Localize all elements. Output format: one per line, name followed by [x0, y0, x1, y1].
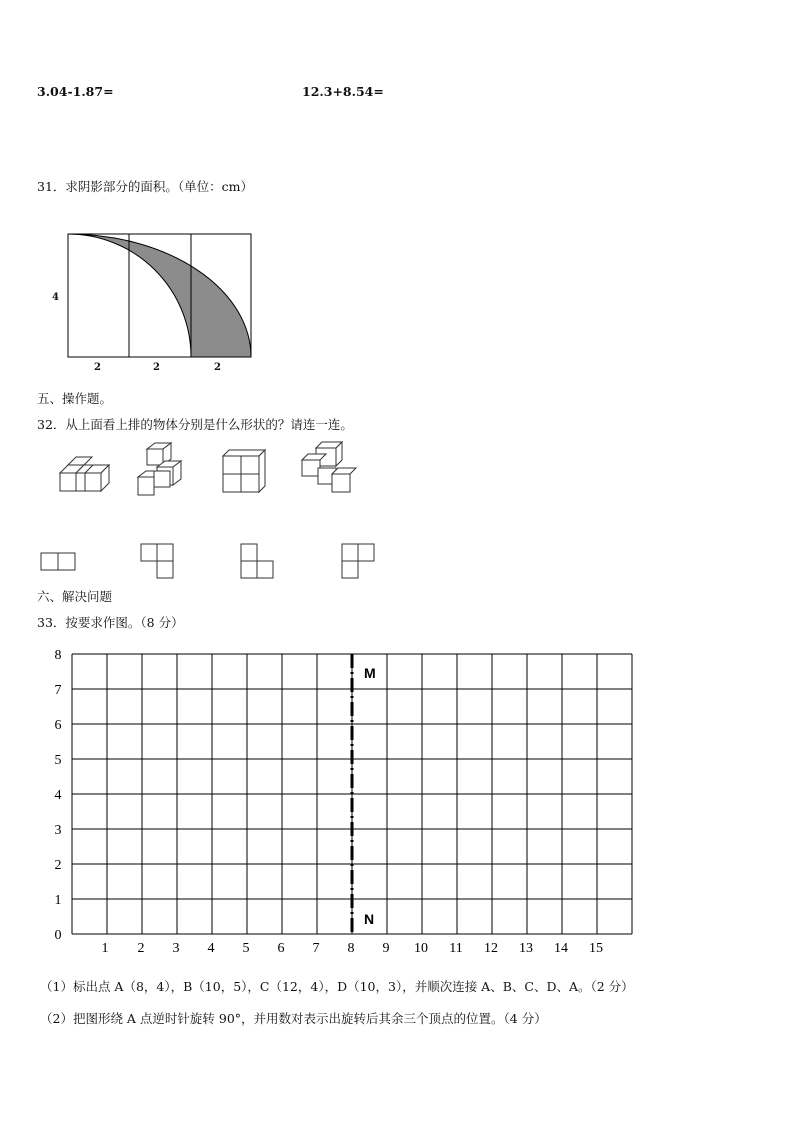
y-axis-tick-label: 4 — [54, 788, 62, 803]
question-33-part-1: （1）标出点 A（8，4），B（10，5），C（12，4），D（10，3），并顺次连接 A、B、C、D、A。（2 分） — [40, 979, 634, 994]
bottom-label-2: 2 — [153, 362, 160, 373]
y-axis-tick-label: 1 — [54, 893, 62, 908]
shaded-region — [68, 234, 251, 357]
x-axis-tick-label: 10 — [414, 941, 428, 956]
x-axis-tick-label: 14 — [554, 941, 568, 956]
top-view-shape-1 — [40, 552, 80, 574]
height-label: 4 — [52, 292, 59, 303]
x-axis-tick-label: 9 — [382, 941, 390, 956]
x-axis-tick-label: 4 — [207, 941, 215, 956]
cube-figure-1 — [55, 455, 115, 505]
axis-line-label-n: N — [364, 911, 375, 927]
y-axis-tick-label: 6 — [54, 718, 62, 733]
top-view-shape-3 — [240, 543, 280, 585]
y-axis-tick-label: 7 — [54, 683, 62, 698]
section-5-title: 五、操作题。 — [37, 391, 113, 406]
question-33-part-2: （2）把图形绕 A 点逆时针旋转 90°，并用数对表示出旋转后其余三个顶点的位置。（4 分） — [40, 1011, 547, 1026]
axis-line-label-m: M — [364, 665, 376, 681]
bottom-label-1: 2 — [94, 362, 101, 373]
y-axis-tick-label: 2 — [54, 858, 62, 873]
question-33-title: 33．按要求作图。（8 分） — [37, 615, 184, 630]
calc-expression-2: 12.3+8.54= — [302, 84, 384, 99]
cube-figure-3 — [220, 448, 275, 498]
y-axis-tick-label: 0 — [54, 928, 62, 943]
x-axis-tick-label: 8 — [347, 941, 355, 956]
cube-figure-2 — [135, 445, 195, 500]
shaded-area-figure — [60, 230, 260, 360]
question-32-title: 32．从上面看上排的物体分别是什么形状的？请连一连。 — [37, 417, 353, 432]
y-axis-tick-label: 8 — [54, 648, 62, 663]
x-axis-tick-label: 2 — [137, 941, 145, 956]
question-31-title: 31．求阴影部分的面积。（单位：cm） — [37, 179, 254, 194]
x-axis-tick-label: 6 — [277, 941, 285, 956]
top-view-shape-2 — [140, 543, 180, 585]
x-axis-tick-label: 13 — [519, 941, 533, 956]
calc-expression-1: 3.04-1.87= — [37, 84, 114, 99]
x-axis-tick-label: 11 — [449, 941, 463, 956]
x-axis-tick-label: 15 — [589, 941, 603, 956]
x-axis-tick-label: 1 — [101, 941, 109, 956]
top-view-shape-4 — [341, 543, 381, 585]
x-axis-tick-label: 7 — [312, 941, 320, 956]
x-axis-tick-label: 5 — [242, 941, 250, 956]
x-axis-tick-label: 3 — [172, 941, 180, 956]
coordinate-grid — [0, 640, 640, 970]
bottom-label-3: 2 — [214, 362, 221, 373]
y-axis-tick-label: 5 — [54, 753, 62, 768]
cube-figure-4 — [298, 440, 358, 495]
y-axis-tick-label: 3 — [54, 823, 62, 838]
section-6-title: 六、解决问题 — [37, 589, 113, 604]
x-axis-tick-label: 12 — [484, 941, 498, 956]
